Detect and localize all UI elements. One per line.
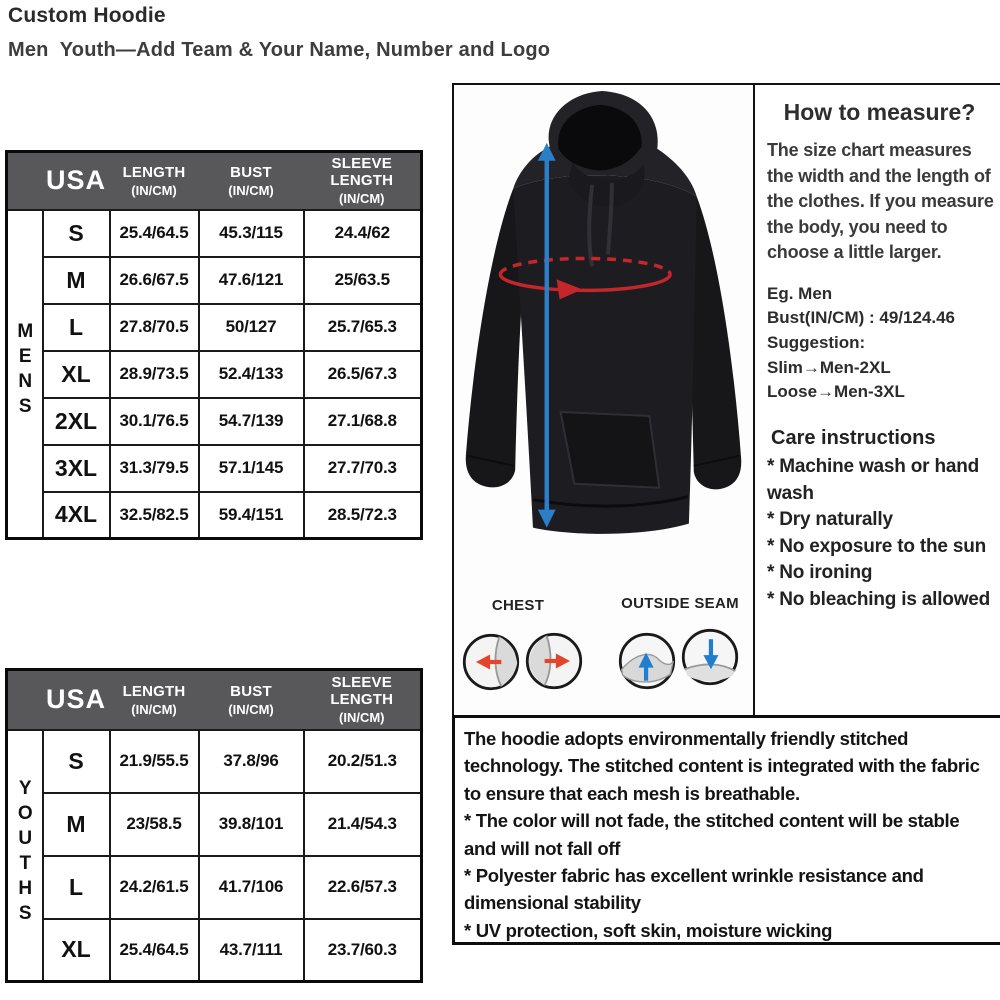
size-cell: 3XL — [43, 445, 110, 492]
group-label-cell — [7, 730, 43, 982]
size-cell: M — [43, 793, 110, 856]
size-cell: L — [43, 304, 110, 351]
length-cell: 25.4/64.5 — [110, 919, 199, 982]
sleeve-cell: 28.5/72.3 — [304, 492, 422, 539]
header-spacer — [7, 670, 43, 730]
size-cell: XL — [43, 919, 110, 982]
example-line: Suggestion: — [767, 333, 866, 353]
size-row — [7, 793, 422, 856]
bust-cell: 54.7/139 — [199, 398, 304, 445]
product-description-box — [452, 715, 1000, 945]
example-line: Slim→Men-2XL — [767, 357, 891, 377]
page-subtitle: Men Youth—Add Team & Your Name, Number and Logo — [8, 39, 551, 61]
outside-seam-label: OUTSIDE SEAM — [621, 595, 739, 612]
length-header: LENGTH (IN/CM) — [110, 670, 199, 730]
care-instructions-heading: Care instructions — [771, 426, 936, 449]
bust-header: BUST (IN/CM) — [199, 670, 304, 730]
youth-size-table — [5, 668, 423, 983]
sleeve-cell: 24.4/62 — [304, 210, 422, 257]
size-row — [7, 304, 422, 351]
description-paragraph: * UV protection, soft skin, moisture wicking — [464, 919, 833, 941]
bust-cell: 57.1/145 — [199, 445, 304, 492]
size-row — [7, 730, 422, 793]
care-instructions-list — [767, 454, 992, 614]
youth-vertical-label: YOUTHS — [14, 777, 36, 928]
bust-cell: 39.8/101 — [199, 793, 304, 856]
length-cell: 24.2/61.5 — [110, 856, 199, 919]
size-cell: XL — [43, 351, 110, 398]
sleeve-cell: 21.4/54.3 — [304, 793, 422, 856]
bust-cell: 47.6/121 — [199, 257, 304, 304]
bust-cell: 37.8/96 — [199, 730, 304, 793]
bust-cell: 50/127 — [199, 304, 304, 351]
circle-arrow-left-icon — [461, 632, 521, 692]
sleeve-cell: 27.1/68.8 — [304, 398, 422, 445]
example-line: Eg. Men — [767, 283, 833, 303]
description-paragraph: * The color will not fade, the stitched content will be stable and will not fall off — [464, 810, 960, 859]
description-paragraph: The hoodie adopts environmentally friendly stitched technology. The stitched content is integrated with the fabric to ensure that each mesh is breathable. — [464, 728, 980, 804]
bust-cell: 43.7/111 — [199, 919, 304, 982]
measure-intro-text: The size chart measures the width and the length of the clothes. If you measure the body, you need to choose a little larger. — [767, 140, 994, 263]
hoodie-image — [454, 85, 753, 715]
hoodie-diagram-panel — [452, 83, 755, 715]
sleeve-cell: 25.7/65.3 — [304, 304, 422, 351]
mens-vertical-label: MENS — [14, 321, 36, 422]
measure-example-block — [767, 282, 992, 405]
length-cell: 21.9/55.5 — [110, 730, 199, 793]
size-row — [7, 856, 422, 919]
length-cell: 31.3/79.5 — [110, 445, 199, 492]
mens-header-row — [7, 152, 422, 210]
length-cell: 26.6/67.5 — [110, 257, 199, 304]
sleeve-cell: 27.7/70.3 — [304, 445, 422, 492]
size-cell: M — [43, 257, 110, 304]
sleeve-cell: 20.2/51.3 — [304, 730, 422, 793]
sleeve-header: SLEEVE LENGTH (IN/CM) — [304, 152, 422, 210]
length-cell: 32.5/82.5 — [110, 492, 199, 539]
size-row — [7, 210, 422, 257]
length-header: LENGTH (IN/CM) — [110, 152, 199, 210]
circle-arrow-up-icon — [617, 631, 677, 691]
title-block — [8, 4, 550, 62]
size-row — [7, 351, 422, 398]
size-cell: 2XL — [43, 398, 110, 445]
size-cell: S — [43, 730, 110, 793]
circle-arrow-right-icon — [524, 631, 584, 691]
sleeve-cell: 25/63.5 — [304, 257, 422, 304]
bust-cell: 41.7/106 — [199, 856, 304, 919]
length-cell: 23/58.5 — [110, 793, 199, 856]
size-cell: 4XL — [43, 492, 110, 539]
size-cell: L — [43, 856, 110, 919]
region-header: USA — [43, 670, 110, 730]
care-item: * No ironing — [767, 562, 873, 584]
care-item: * Dry naturally — [767, 509, 893, 531]
circle-arrow-down-icon — [680, 627, 740, 687]
care-item: * Machine wash or hand wash — [767, 455, 980, 504]
care-item: * No exposure to the sun — [767, 535, 987, 557]
bust-header: BUST (IN/CM) — [199, 152, 304, 210]
chest-label: CHEST — [491, 597, 545, 614]
length-cell: 30.1/76.5 — [110, 398, 199, 445]
header-spacer — [7, 152, 43, 210]
bust-cell: 52.4/133 — [199, 351, 304, 398]
bust-cell: 45.3/115 — [199, 210, 304, 257]
sleeve-cell: 26.5/67.3 — [304, 351, 422, 398]
page-title: Custom Hoodie — [8, 4, 166, 27]
sleeve-cell: 23.7/60.3 — [304, 919, 422, 982]
length-cell: 28.9/73.5 — [110, 351, 199, 398]
example-line: Bust(IN/CM) : 49/124.46 — [767, 308, 955, 328]
size-row — [7, 445, 422, 492]
size-row — [7, 919, 422, 982]
how-to-measure-heading: How to measure? — [783, 99, 976, 125]
care-item: * No bleaching is allowed — [767, 588, 991, 610]
size-row — [7, 257, 422, 304]
size-cell: S — [43, 210, 110, 257]
youth-header-row — [7, 670, 422, 730]
length-cell: 25.4/64.5 — [110, 210, 199, 257]
group-label-cell — [7, 210, 43, 539]
sleeve-header: SLEEVE LENGTH (IN/CM) — [304, 670, 422, 730]
length-cell: 27.8/70.5 — [110, 304, 199, 351]
size-row — [7, 492, 422, 539]
example-line: Loose→Men-3XL — [767, 382, 905, 402]
bust-cell: 59.4/151 — [199, 492, 304, 539]
mens-size-table — [5, 150, 423, 540]
region-header: USA — [43, 152, 110, 210]
description-paragraph: * Polyester fabric has excellent wrinkle resistance and dimensional stability — [464, 864, 924, 914]
size-row — [7, 398, 422, 445]
how-to-measure-panel — [755, 83, 1000, 715]
sleeve-cell: 22.6/57.3 — [304, 856, 422, 919]
